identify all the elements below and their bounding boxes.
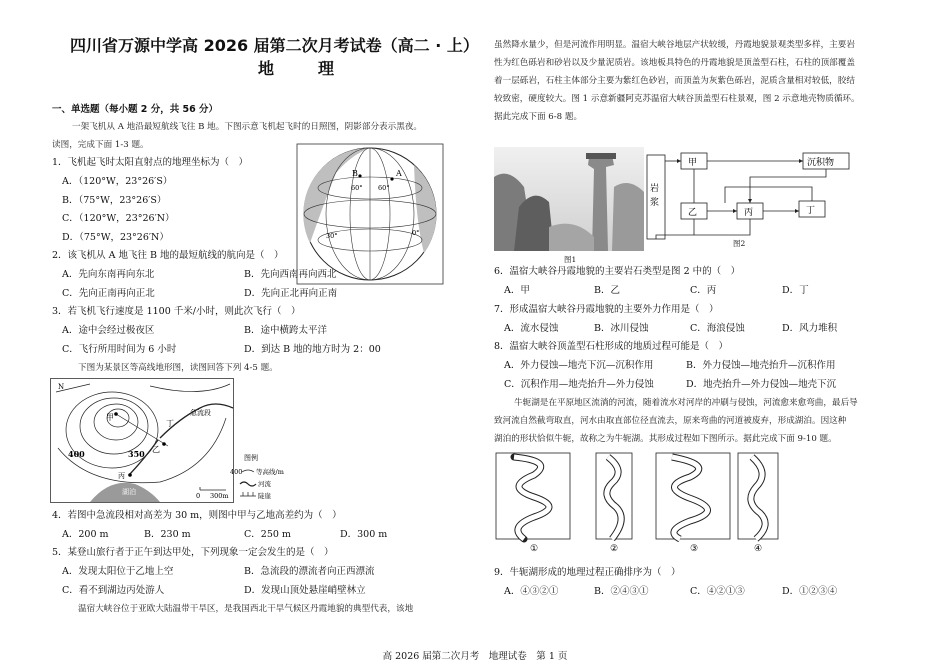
question-stem: 6．温宿大峡谷丹霞地貌的主要岩石类型是图 2 中的（ ）	[494, 266, 741, 277]
page-footer: 高 2026 届第二次月考 地理试卷 第 1 页	[382, 651, 568, 662]
intro-text: 着一层砾岩，石柱主体部分主要为紫红色砂岩，而顶盖为灰紫色砾岩，泥质含量相对较低，胶结	[494, 76, 855, 86]
oxbow-lake-diagram	[494, 451, 794, 555]
option[interactable]: A．外力侵蚀—地壳下沉—沉积作用	[504, 360, 654, 371]
point-b	[358, 174, 361, 177]
label-magma	[650, 182, 659, 194]
option[interactable]: B．②④③①	[594, 586, 649, 597]
contour-label: 350	[128, 449, 145, 459]
option[interactable]: A．发现太阳位于乙地上空	[62, 566, 174, 577]
label-sediment: 沉积物	[807, 158, 835, 168]
option[interactable]: B．外力侵蚀—地壳抬升—沉积作用	[686, 360, 836, 371]
option[interactable]: C．丙	[690, 285, 717, 296]
scale-label: 300m	[210, 492, 229, 500]
point-yi	[162, 442, 166, 446]
option[interactable]: B．先向西南再向西北	[244, 269, 337, 280]
point-a	[390, 177, 393, 180]
question-stem: 5．某登山旅行者于正午到达甲处，下列现象一定会发生的是（ ）	[52, 547, 334, 558]
question-stem: 3．若飞机飞行速度是 1100 千米/小时，则此次飞行（ ）	[52, 306, 301, 317]
option[interactable]: D．风力堆积	[782, 323, 838, 334]
intro-text: 湖泊的形状恰似牛轭，故称之为牛轭湖。其形成过程如下图所示。据此完成下面 9-10 题。	[494, 434, 837, 444]
contour-label: 400	[68, 449, 85, 459]
legend-contour: 等高线/m	[256, 468, 284, 476]
label-bing: 丙	[744, 208, 754, 218]
question-stem: 1．飞机起飞时太阳直射点的地理坐标为（ ）	[52, 157, 249, 168]
lat-label: 0°	[412, 229, 420, 237]
label-b: B	[352, 169, 358, 178]
option[interactable]: C．（120°W，23°26′N）	[62, 213, 175, 224]
label-lake: 湖泊	[122, 488, 136, 496]
figure-number: ④	[754, 544, 763, 554]
question-stem: 4．若图中急流段相对高差为 30 m，则图中甲与乙地高差约为（ ）	[52, 510, 342, 521]
option[interactable]: A．200 m	[62, 529, 109, 540]
intro-text: 虽然降水量少，但是河流作用明显。温宿大峡谷地层产状较缓，丹霞地貌景观类型多样，主要岩	[494, 40, 855, 50]
label-jia: 甲	[688, 158, 698, 168]
label-ding: 丁	[806, 206, 816, 216]
option[interactable]: B．（75°W，23°26′S）	[62, 195, 167, 206]
figure-number: ②	[610, 544, 619, 554]
option[interactable]: C．飞行所用时间为 6 小时	[62, 344, 177, 355]
legend-contour-value: 400	[230, 468, 243, 476]
intro-text: 下图为某景区等高线地形图，读图回答下列 4-5 题。	[78, 363, 278, 373]
option[interactable]: A．甲	[504, 285, 530, 296]
option[interactable]: D．①②③④	[782, 586, 838, 597]
question-stem: 9．牛轭湖形成的地理过程正确排序为（ ）	[494, 567, 681, 578]
subject-title: 地 理	[258, 59, 349, 78]
option[interactable]: B．途中横跨太平洋	[244, 325, 327, 336]
option[interactable]: A．（120°W，23°26′S）	[62, 176, 173, 187]
option[interactable]: A．先向东南再向东北	[62, 269, 155, 280]
label-a: A	[396, 169, 402, 178]
label-yi: 乙	[152, 445, 160, 454]
label-bing: 丙	[118, 472, 125, 480]
legend-river: 河流	[258, 480, 271, 488]
intro-text: 较致密，硬度较大。图 1 示意新疆阿克苏温宿大峡谷顶盖型石柱景观，图 2 示意地壳物质循环。	[494, 94, 860, 104]
label-ding: 丁	[166, 419, 174, 428]
question-stem: 8．温宿大峡谷顶盖型石柱形成的地质过程可能是（ ）	[494, 341, 729, 352]
option[interactable]: C．④②①③	[690, 586, 745, 597]
option[interactable]: C．250 m	[244, 529, 291, 540]
lat-label: 60°	[378, 184, 390, 192]
intro-text: 据此完成下面 6-8 题。	[494, 112, 583, 122]
intro-text: 读图，完成下面 1-3 题。	[52, 140, 149, 150]
section-heading: 一、单选题（每小题 2 分，共 56 分）	[52, 104, 219, 115]
contour-map-figure	[50, 378, 384, 506]
point-jia	[114, 412, 118, 416]
option[interactable]: D．先向正北再向正南	[244, 288, 338, 299]
option[interactable]: A．途中会经过极夜区	[62, 325, 155, 336]
figure-number: ①	[530, 544, 539, 554]
lat-label: 30°	[326, 232, 338, 240]
figure-number: ③	[690, 544, 699, 554]
option[interactable]: C．沉积作用—地壳抬升—外力侵蚀	[504, 379, 654, 390]
option[interactable]: C．先向正南再向正北	[62, 288, 155, 299]
rock-cycle-diagram	[645, 147, 875, 249]
intro-text: 致河流自然截弯取直，河水由取直部位径直流去，原来弯曲的河道被废弃，形成湖泊。因这种	[494, 416, 847, 426]
paper-title: 四川省万源中学高 2026 届第二次月考试卷（高二 · 上）	[70, 36, 479, 55]
option[interactable]: C．看不到湖边丙处游人	[62, 585, 165, 596]
lat-label: 60°	[351, 184, 363, 192]
option[interactable]: B．冰川侵蚀	[594, 323, 649, 334]
option[interactable]: D．发现山顶处悬崖峭壁林立	[244, 585, 366, 596]
option[interactable]: D．300 m	[340, 529, 388, 540]
intro-text: 一架飞机从 A 地沿最短航线飞往 B 地。下图示意飞机起飞时的日照图，阴影部分表示黑夜。	[72, 122, 423, 132]
question-stem: 2．该飞机从 A 地飞往 B 地的最短航线的航向是（ ）	[52, 250, 284, 261]
north-arrow: N	[58, 383, 65, 391]
option[interactable]: D．丁	[782, 285, 809, 296]
question-stem: 7．形成温宿大峡谷丹霞地貌的主要外力作用是（ ）	[494, 304, 719, 315]
option[interactable]: D．到达 B 地的地方时为 2：00	[244, 344, 381, 355]
option[interactable]: B．乙	[594, 285, 620, 296]
intro-text: 温宿大峡谷位于亚欧大陆温带干旱区，是我国西北干旱气候区丹霞地貌的典型代表，该地	[78, 604, 414, 614]
option[interactable]: A．流水侵蚀	[504, 323, 559, 334]
option[interactable]: A．④③②①	[504, 586, 559, 597]
daylight-globe-figure	[296, 143, 444, 285]
legend-title: 图例	[244, 454, 258, 462]
option[interactable]: B．急流段的漂流者向正西漂流	[244, 566, 375, 577]
label-jia: 甲	[106, 413, 114, 422]
intro-text: 性为红色砾岩和砂岩以及少量泥质岩。该地板具特色的丹霞地貌是顶盖型石柱，石柱的顶部覆盖	[494, 58, 855, 68]
rock-pillar-photo	[494, 147, 644, 251]
scale-label: 0	[196, 492, 201, 500]
figure-caption: 图2	[733, 239, 746, 248]
magma-char: 岩	[650, 184, 660, 194]
figure-caption: 图1	[564, 255, 577, 264]
label-magma: 浆	[650, 198, 660, 208]
intro-text: 牛轭湖是在平原地区流淌的河流，随着流水对河岸的冲刷与侵蚀，河流愈来愈弯曲，最后导	[514, 398, 858, 408]
option[interactable]: D．地壳抬升—外力侵蚀—地壳下沉	[686, 379, 837, 390]
option[interactable]: B．230 m	[144, 529, 191, 540]
label-rapids: 急流段	[190, 409, 211, 417]
label-yi: 乙	[688, 208, 698, 218]
option[interactable]: C．海浪侵蚀	[690, 323, 745, 334]
point-bing	[128, 473, 132, 477]
legend-cliff: 陡崖	[258, 492, 271, 500]
option[interactable]: D．（75°W，23°26′N）	[62, 232, 169, 243]
